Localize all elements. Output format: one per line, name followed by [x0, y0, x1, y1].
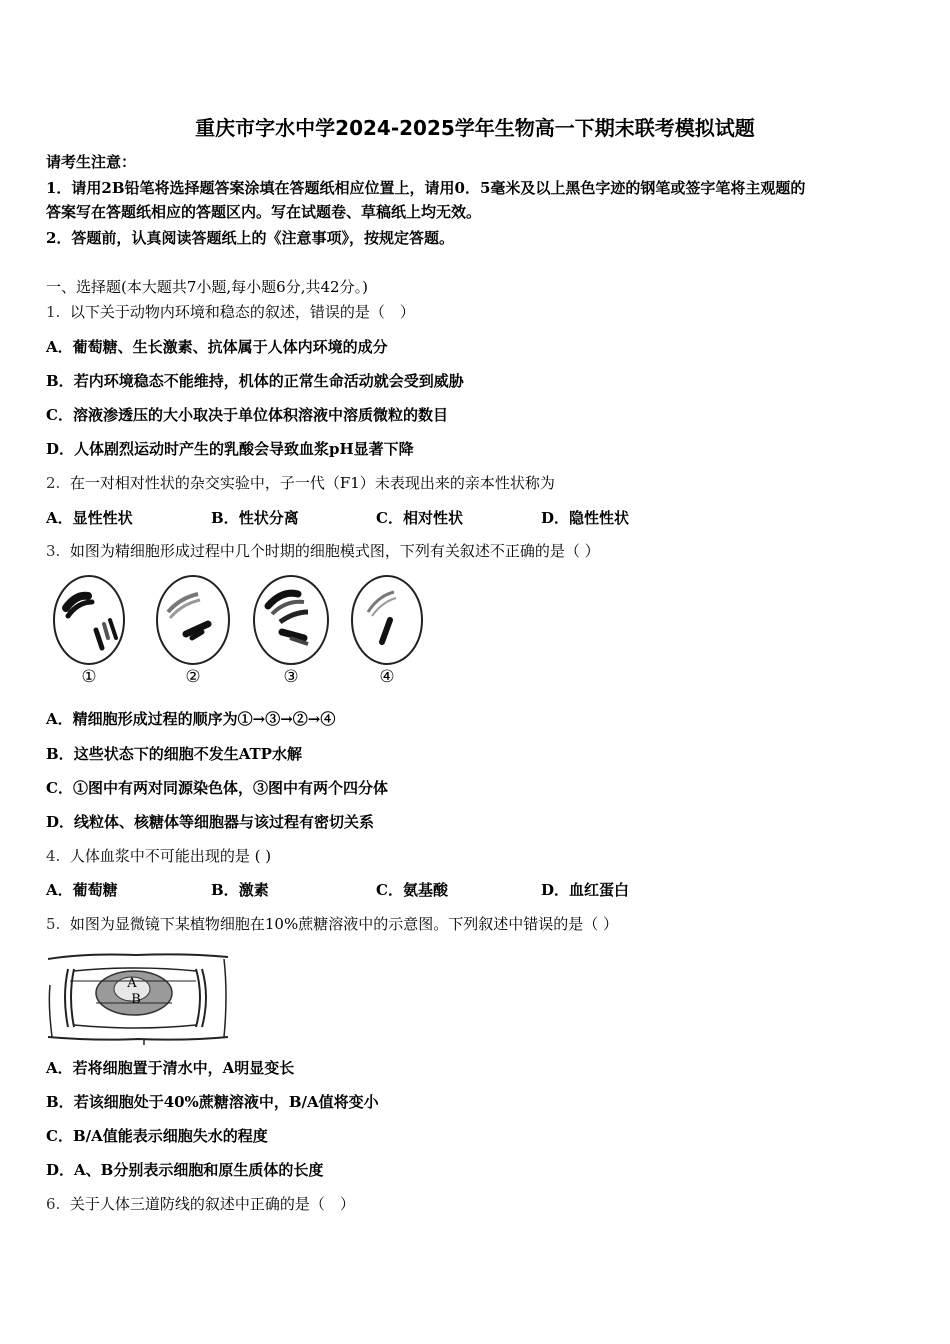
q4-option-c: C．氨基酸 — [376, 881, 448, 899]
figure-label-1: ① — [81, 667, 97, 687]
q4-option-d: D．血红蛋白 — [541, 881, 630, 899]
plant-cell-figure — [46, 945, 230, 1045]
q4-option-a: A．葡萄糖 — [46, 881, 118, 899]
q5-option-d: D．A、B分别表示细胞和原生质体的长度 — [46, 1161, 324, 1179]
question-number: 5. — [46, 915, 61, 933]
q1-option-d: D．人体剧烈运动时产生的乳酸会导致血浆pH显著下降 — [46, 440, 414, 458]
notice-item-1-line-2: 答案写在答题纸相应的答题区内。写在试题卷、草稿纸上均无效。 — [46, 203, 482, 221]
notice-item-1-line-1: 1．请用2B铅笔将选择题答案涂填在答题纸相应位置上，请用0．5毫米及以上黑色字迹的钢笔或签字笔将主观题的 — [46, 179, 806, 197]
question-stem: 如图为显微镜下某植物细胞在10%蔗糖溶液中的示意图。下列叙述中错误的是（ ） — [69, 915, 618, 933]
question-stem: 如图为精细胞形成过程中几个时期的细胞模式图，下列有关叙述不正确的是（ ） — [69, 542, 600, 560]
figure-label-b: B — [131, 992, 141, 1007]
q2-option-a: A．显性性状 — [46, 509, 133, 527]
q2-option-d: D．隐性性状 — [541, 509, 630, 527]
question-stem: 关于人体三道防线的叙述中正确的是（ ） — [69, 1195, 355, 1213]
q1-option-c: C．溶液渗透压的大小取决于单位体积溶液中溶质微粒的数目 — [46, 406, 448, 424]
q5-option-c: C．B/A值能表示细胞失水的程度 — [46, 1127, 268, 1145]
page-title: 重庆市字水中学2024-2025学年生物高一下期末联考模拟试题 — [195, 116, 755, 140]
q1-option-b: B．若内环境稳态不能维持，机体的正常生命活动就会受到威胁 — [46, 372, 464, 390]
q5-option-b: B．若该细胞处于40%蔗糖溶液中，B/A值将变小 — [46, 1093, 379, 1111]
question-number: 4. — [46, 847, 61, 865]
figure-label-2: ② — [185, 667, 201, 687]
cell-diagram-3 — [254, 576, 328, 664]
question-stem: 在一对相对性状的杂交实验中，子一代（F1）未表现出来的亲本性状称为 — [69, 474, 555, 492]
question-number: 1. — [46, 303, 61, 321]
question-stem: 以下关于动物内环境和稳态的叙述，错误的是（ ） — [69, 303, 415, 321]
question-number: 6. — [46, 1195, 61, 1213]
q3-option-b: B．这些状态下的细胞不发生ATP水解 — [46, 745, 302, 763]
q1-option-a: A．葡萄糖、生长激素、抗体属于人体内环境的成分 — [46, 338, 388, 356]
figure-label-3: ③ — [283, 667, 299, 687]
q2-option-c: C．相对性状 — [376, 509, 463, 527]
cell-diagram-4 — [352, 576, 422, 664]
q3-option-d: D．线粒体、核糖体等细胞器与该过程有密切关系 — [46, 813, 375, 831]
question-number: 2. — [46, 474, 61, 492]
q3-option-c: C．①图中有两对同源染色体，③图中有两个四分体 — [46, 779, 388, 797]
notice-heading: 请考生注意： — [46, 153, 137, 171]
q3-option-a: A．精细胞形成过程的顺序为①→③→②→④ — [46, 710, 336, 728]
question-6 — [46, 1193, 355, 1214]
cell-diagram-2 — [157, 576, 229, 664]
question-3 — [46, 540, 600, 561]
q2-option-b: B．性状分离 — [211, 509, 299, 527]
q4-option-b: B．激素 — [211, 881, 269, 899]
q5-option-a: A．若将细胞置于清水中，A明显变长 — [46, 1059, 295, 1077]
cell-division-figure — [46, 572, 436, 690]
question-1 — [46, 301, 415, 322]
figure-label-4: ④ — [379, 667, 395, 687]
question-number: 3. — [46, 542, 61, 560]
question-4 — [46, 845, 271, 866]
notice-item-2: 2．答题前，认真阅读答题纸上的《注意事项》，按规定答题。 — [46, 229, 454, 247]
section-heading: 一、选择题(本大题共7小题,每小题6分,共42分。) — [46, 278, 368, 296]
figure-label-a: A — [127, 976, 137, 991]
question-5 — [46, 913, 618, 934]
question-2 — [46, 472, 555, 493]
cell-diagram-1 — [54, 576, 124, 664]
question-stem: 人体血浆中不可能出现的是 ( ) — [69, 847, 272, 865]
